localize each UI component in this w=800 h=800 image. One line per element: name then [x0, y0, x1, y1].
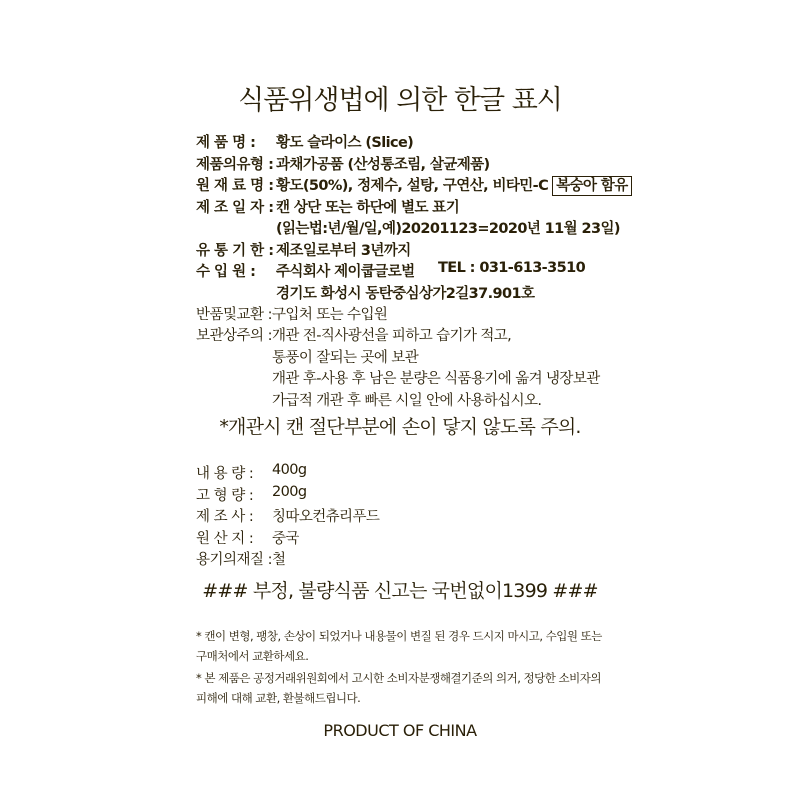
- importer-label: 수 입 원 :: [196, 264, 256, 280]
- product-type-value: 과채가공품 (산성통조림, 살균제품): [276, 157, 490, 173]
- note-damage-line2: 구매처에서 교환하세요.: [196, 649, 309, 663]
- ingredients-value: 황도(50%), 정제수, 설탕, 구연산, 비타민-C: [276, 178, 549, 194]
- manufacture-date-value: 캔 상단 또는 하단에 별도 표기: [276, 200, 460, 216]
- origin-value: 중국: [272, 531, 299, 547]
- importer-value: 주식회사 제이쿱글로벌: [276, 264, 415, 280]
- product-name-label: 제 품 명 :: [196, 135, 256, 151]
- note-refund-line2: 피해에 대해 교환, 환불해드립니다.: [196, 691, 361, 705]
- country-of-origin-footer: PRODUCT OF CHINA: [323, 721, 477, 740]
- can-edge-warning: *개관시 캔 절단부분에 손이 닿지 않도록 주의.: [219, 416, 581, 438]
- importer-address: 경기도 화성시 동탄중심상가2길37.901호: [276, 286, 535, 302]
- origin-label: 원 산 지 :: [196, 531, 254, 547]
- exchange-label: 반품및교환 :: [196, 307, 273, 323]
- net-weight-label: 내 용 량 :: [196, 466, 254, 482]
- note-refund-line1: * 본 제품은 공정거래위원회에서 고시한 소비자분쟁해결기준의 의거, 정당한 소비자의: [196, 671, 601, 685]
- exchange-value: 구입처 또는 수입원: [272, 307, 388, 323]
- container-material-label: 용기의재질 :: [196, 552, 273, 568]
- note-damage-line1: * 캔이 변형, 팽창, 손상이 되었거나 내용물이 변질 된 경우 드시지 마시고, 수입원 또는: [196, 629, 602, 643]
- product-type-label: 제품의유형 :: [196, 157, 274, 173]
- manufacturer-label: 제 조 사 :: [196, 509, 254, 525]
- ingredients-row: [276, 174, 632, 196]
- solid-weight-label: 고 형 량 :: [196, 488, 254, 504]
- storage-line: 통풍이 잘되는 곳에 보관: [272, 350, 419, 366]
- storage-line: 개관 후-사용 후 남은 분량은 식품용기에 옮겨 냉장보관: [272, 371, 600, 387]
- expiry-value: 제조일로부터 3년까지: [276, 243, 411, 259]
- allergen-badge: 복숭아 함유: [552, 176, 631, 196]
- ingredients-label: 원 재 료 명 :: [196, 178, 274, 194]
- importer-tel: TEL : 031-613-3510: [438, 260, 586, 276]
- storage-line: 가급적 개관 후 빠른 시일 안에 사용하십시오.: [272, 393, 542, 409]
- container-material-value: 철: [272, 552, 286, 568]
- manufacture-date-label: 제 조 일 자 :: [196, 200, 274, 216]
- manufacturer-value: 칭따오컨츄리푸드: [272, 509, 380, 525]
- storage-label: 보관상주의 :: [196, 328, 273, 344]
- solid-weight-value: 200g: [272, 484, 307, 500]
- net-weight-value: 400g: [272, 462, 307, 478]
- label-title: 식품위생법에 의한 한글 표시: [238, 85, 562, 116]
- expiry-label: 유 통 기 한 :: [196, 243, 274, 259]
- product-name-value: 황도 슬라이스 (Slice): [276, 135, 414, 151]
- manufacture-date-format: (읽는법:년/월/일,예)20201123=2020년 11월 23일): [276, 221, 620, 237]
- report-hotline: ### 부정, 불량식품 신고는 국번없이1399 ###: [202, 580, 598, 602]
- storage-line: 개관 전-직사광선을 피하고 습기가 적고,: [272, 328, 512, 344]
